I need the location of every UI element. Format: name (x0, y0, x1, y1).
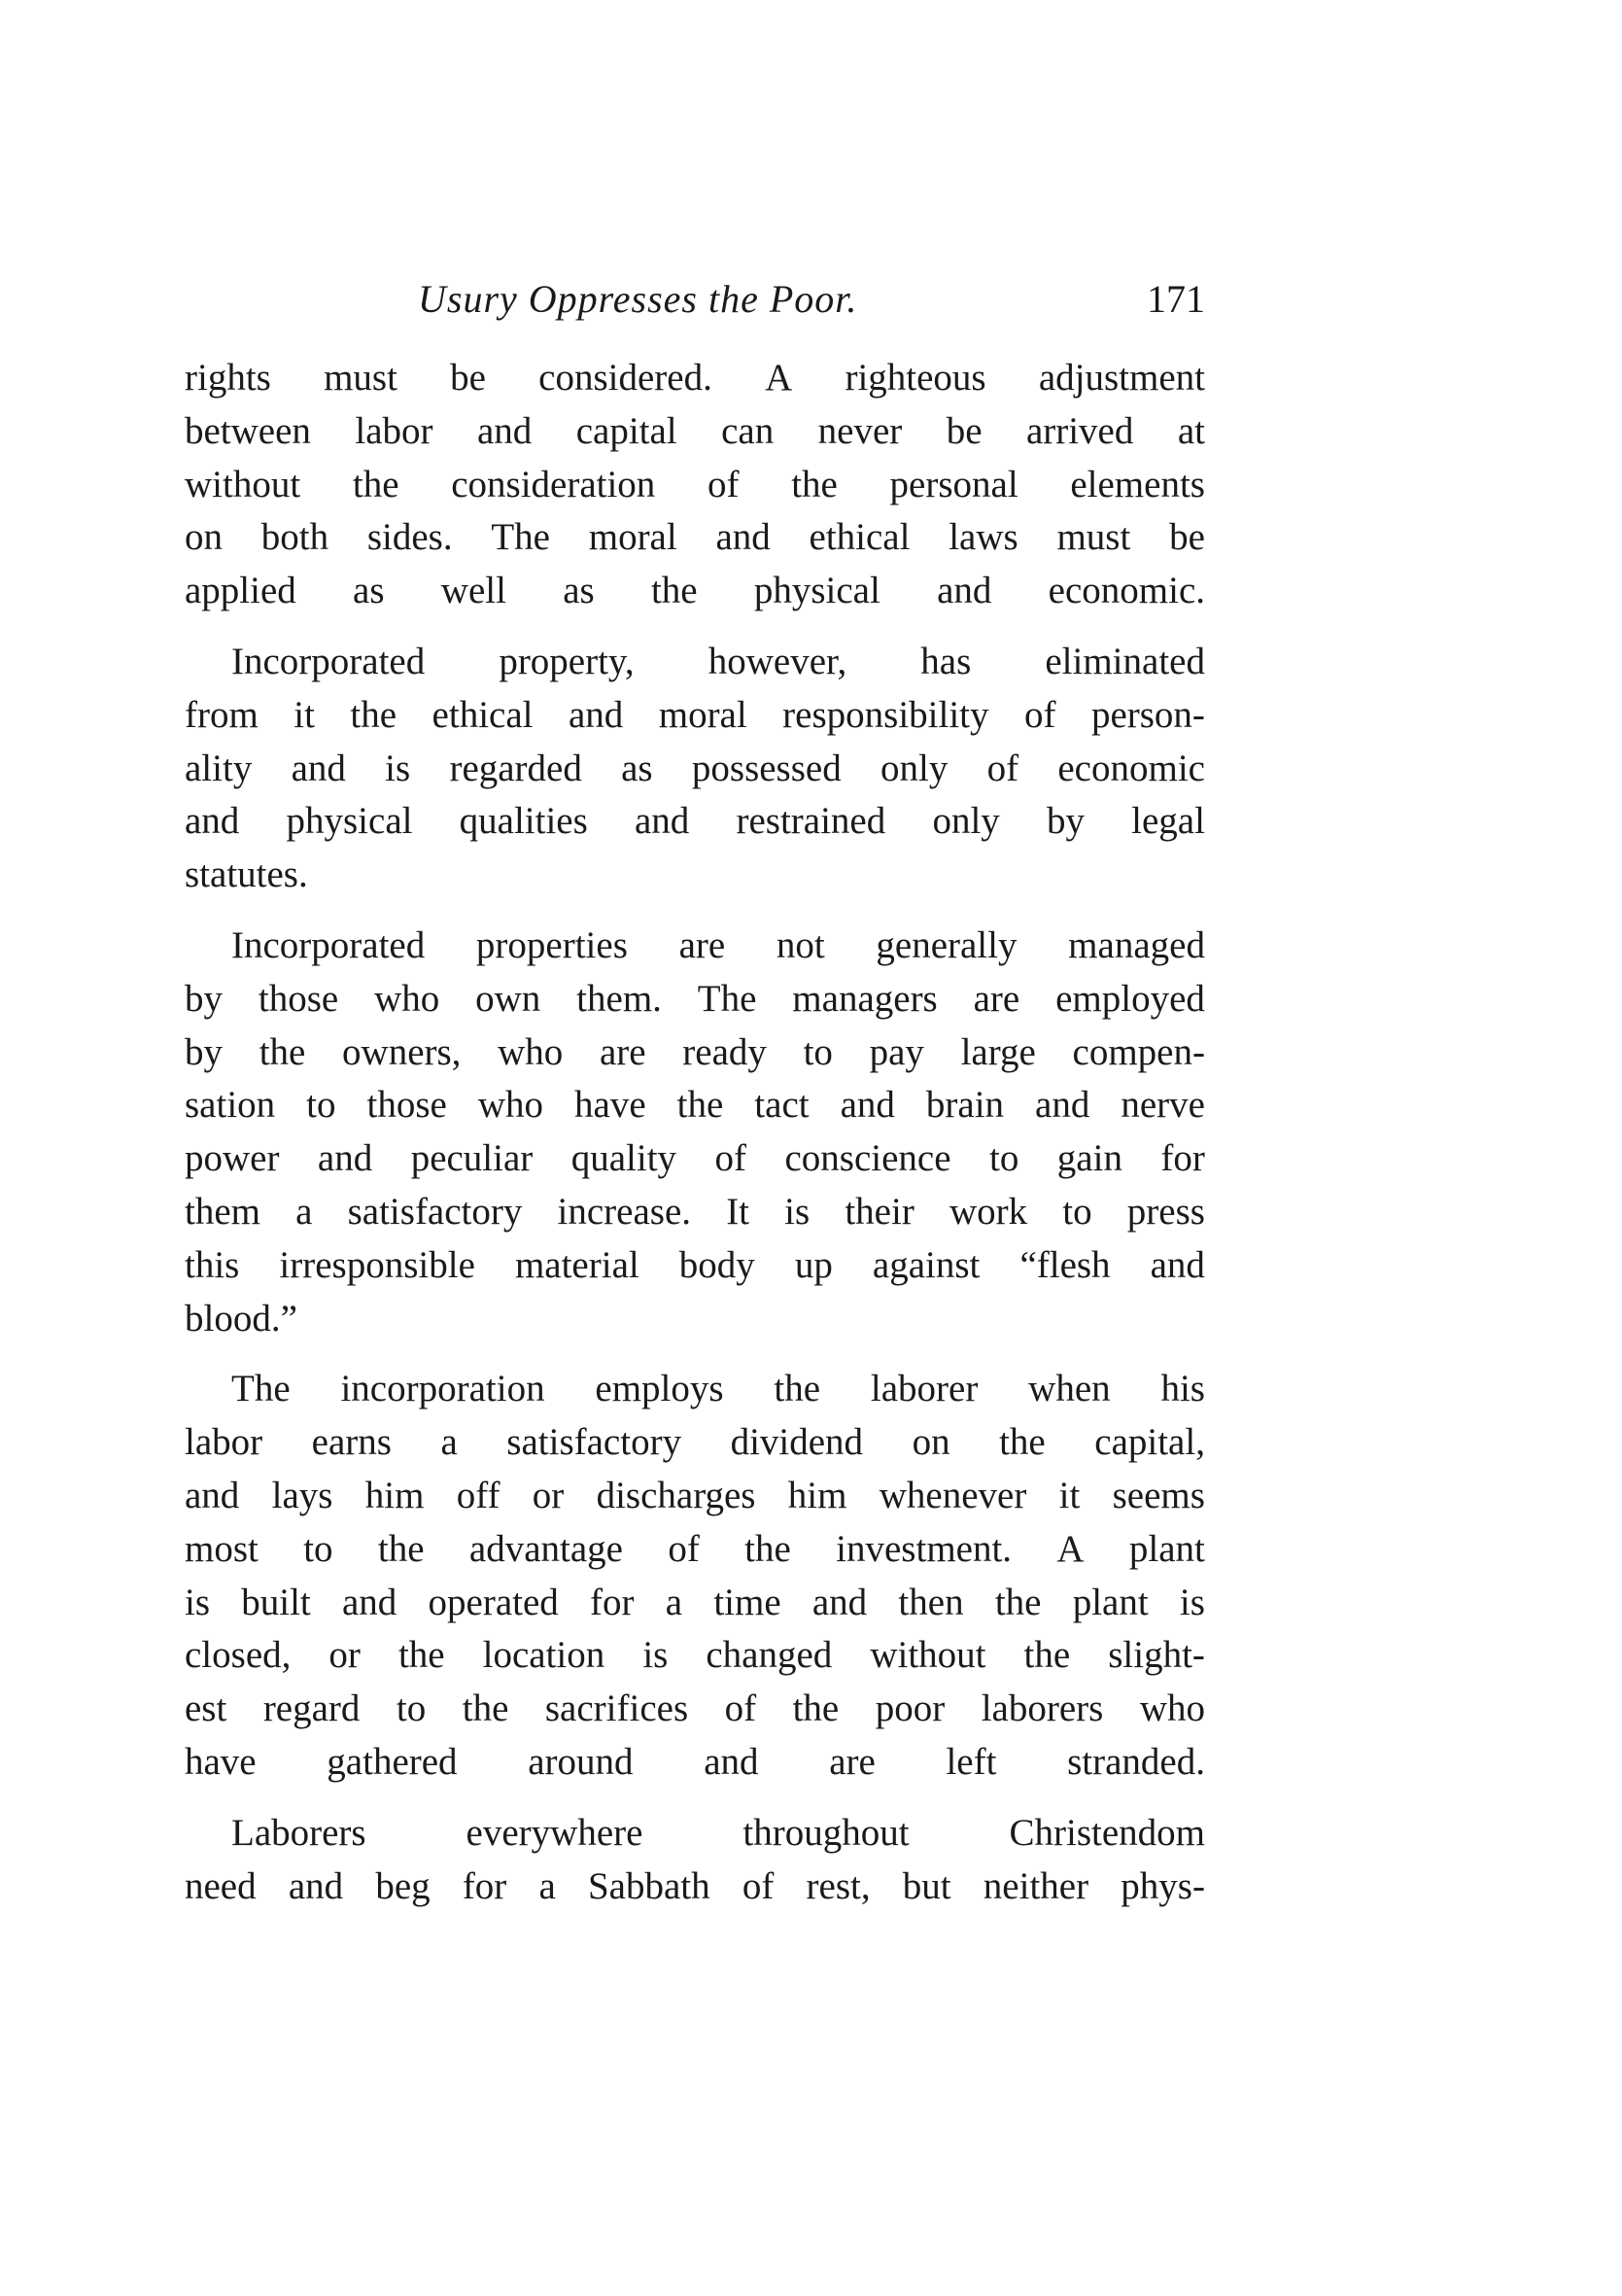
text-line: statutes. (185, 853, 308, 896)
text-line: need and beg for a Sabbath of rest, but neither phys- (185, 1864, 1205, 1907)
running-head (185, 270, 1205, 338)
paragraph (185, 636, 1205, 902)
text-line: by those who own them. The managers are employed (185, 977, 1205, 1020)
text-line: on both sides. The moral and ethical laws must be (185, 516, 1205, 559)
text-line: most to the advantage of the investment. A plant (185, 1527, 1205, 1570)
paragraph (185, 352, 1205, 618)
text-line: without the consideration of the personal elements (185, 463, 1205, 505)
text-line: Incorporated properties are not generally managed (231, 923, 1205, 966)
text-line: and lays him off or discharges him whenever it seems (185, 1474, 1205, 1516)
running-title: Usury Oppresses the Poor. (418, 277, 858, 321)
page-body (185, 352, 1205, 1913)
text-line: The incorporation employs the laborer when his (231, 1368, 1205, 1410)
text-line: closed, or the location is changed without the slight- (185, 1634, 1205, 1677)
text-line: applied as well as the physical and economic. (185, 570, 1205, 612)
text-line: Incorporated property, however, has eliminated (231, 640, 1205, 682)
paragraph (185, 1807, 1205, 1914)
text-line: rights must be considered. A righteous adjustment (185, 357, 1205, 399)
text-line: Laborers everywhere throughout Christendom (231, 1811, 1205, 1854)
text-line: labor earns a satisfactory dividend on the capital, (185, 1421, 1205, 1464)
paragraph (185, 1363, 1205, 1789)
text-line: from it the ethical and moral responsibility of person- (185, 693, 1205, 736)
text-line: them a satisfactory increase. It is their work to press (185, 1190, 1205, 1233)
text-line: blood.” (185, 1297, 297, 1339)
text-line: this irresponsible material body up against “flesh and (185, 1243, 1205, 1286)
page-number: 171 (1147, 277, 1205, 321)
text-line: ality and is regarded as possessed only of economic (185, 747, 1205, 789)
text-line: between labor and capital can never be arrived at (185, 409, 1205, 452)
text-line: sation to those who have the tact and brain and nerve (185, 1084, 1205, 1127)
text-line: by the owners, who are ready to pay large compen- (185, 1030, 1205, 1073)
paragraph (185, 920, 1205, 1345)
text-line: have gathered around and are left stranded. (185, 1740, 1205, 1783)
text-line: and physical qualities and restrained only by legal (185, 800, 1205, 843)
text-line: is built and operated for a time and then the plant is (185, 1581, 1205, 1623)
text-line: power and peculiar quality of conscience to gain for (185, 1137, 1205, 1180)
text-line: est regard to the sacrifices of the poor laborers who (185, 1687, 1205, 1730)
